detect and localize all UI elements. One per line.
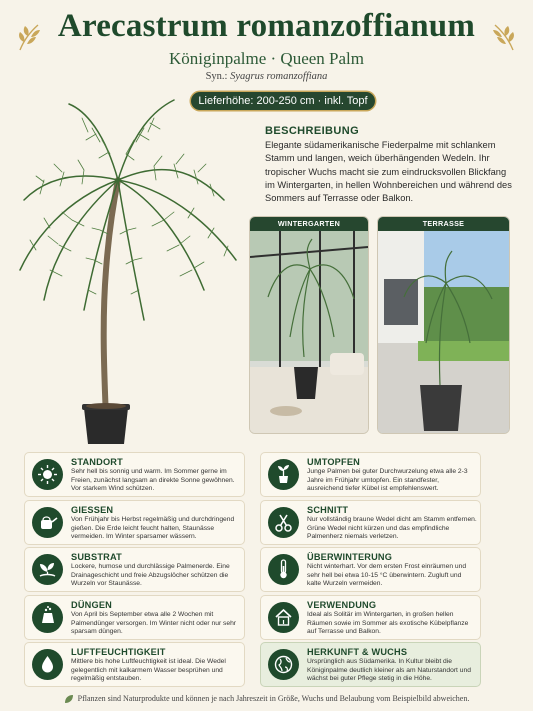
care-card-ueberwinterung <box>260 547 481 592</box>
disclaimer-text: Pflanzen sind Naturprodukte und können je nach Jahreszeit in Größe, Wuchs und Belaubung vom Beispielbild abweichen. <box>77 694 470 703</box>
care-card-herkunft <box>260 642 481 687</box>
card-text: Nicht winterhart. Vor dem ersten Frost einräumen und sehr hell bei etwa 10-15 °C überwintern. Zugluft und kalte Wurzeln vermeiden. <box>307 563 467 588</box>
terrasse-label: TERRASSE <box>378 217 509 231</box>
house-icon <box>268 602 299 633</box>
care-card-verwendung <box>260 595 481 640</box>
card-text: Lockere, humose und durchlässige Palmenerde. Eine Drainageschicht und freie Abzugslöcher schützen die Wurzeln vor Staunässe. <box>71 563 230 588</box>
fertilizer-icon <box>32 602 63 633</box>
card-text: Sehr hell bis sonnig und warm. Im Sommer gerne im Freien, zunächst langsam an direkte Sonne gewöhnen. Vor starkem Wind schützen. <box>71 468 235 493</box>
terrasse-scene-image <box>378 217 509 433</box>
delivery-height-badge: Lieferhöhe: 200-250 cm · inkl. Topf <box>191 92 375 110</box>
card-text: Von Frühjahr bis Herbst regelmäßig und durchdringend gießen. Die Erde leicht feucht halten, Staunässe vermeiden. Im Winter sparsamer wässern. <box>71 516 235 541</box>
card-text: Ursprünglich aus Südamerika. In Kultur bleibt die Königinpalme deutlich kleiner als am Naturstandort und wächst bei guter Pflege stetig in die Höhe. <box>307 658 471 683</box>
description-heading: BESCHREIBUNG <box>265 125 360 137</box>
care-card-schnitt <box>260 500 481 545</box>
care-card-luftfeuchtigkeit <box>24 642 245 687</box>
card-title: ÜBERWINTERUNG <box>307 552 393 562</box>
wintergarten-photo <box>249 216 369 434</box>
wintergarten-scene-image <box>250 217 368 433</box>
card-text: Ideal als Solitär im Wintergarten, in großen hellen Räumen sowie im Sommer als exotische Kübelpflanze auf Terrasse und Balkon. <box>307 611 469 636</box>
card-title: GIESSEN <box>71 505 114 515</box>
card-text: Von April bis September etwa alle 2 Wochen mit Palmendünger versorgen. Im Winter nicht oder nur sehr sparsam düngen. <box>71 611 237 636</box>
card-text: Mittlere bis hohe Luftfeuchtigkeit ist ideal. Die Wedel gelegentlich mit kalkarmem Wasser besprühen und regelmäßig entstauben. <box>71 658 226 683</box>
care-card-substrat <box>24 547 245 592</box>
card-title: HERKUNFT & WUCHS <box>307 647 408 657</box>
description-text: Elegante südamerikanische Fiederpalme mit schlankem Stamm und langen, weich überhängenden Wedeln. Ihr tropischer Wuchs macht sie zum eindrucksvollen Blickfang im Wintergarten, in hellen Wohnbereichen und während des Sommers auf Terrasse oder Balkon. <box>265 140 512 204</box>
watering-can-icon <box>32 507 63 538</box>
card-title: STANDORT <box>71 457 123 467</box>
card-title: VERWENDUNG <box>307 600 377 610</box>
thermometer-icon <box>268 554 299 585</box>
card-title: SCHNITT <box>307 505 349 515</box>
page-title: Arecastrum romanzoffianum <box>57 8 476 44</box>
card-title: LUFTFEUCHTIGKEIT <box>71 647 166 657</box>
synonym-prefix: Syn.: <box>205 71 228 82</box>
wintergarten-label: WINTERGARTEN <box>250 217 368 231</box>
leaf-icon <box>64 694 74 704</box>
card-text: Junge Palmen bei guter Durchwurzelung etwa alle 2-3 Jahre im Frühjahr umtopfen. Ein standfester, ausreichend tiefer Kübel ist empfehlenswert. <box>307 468 468 493</box>
synonym-line <box>0 71 533 82</box>
terrasse-photo <box>377 216 510 434</box>
soil-icon <box>32 554 63 585</box>
care-card-standort <box>24 452 245 497</box>
pruning-shears-icon <box>268 507 299 538</box>
care-card-giessen <box>24 500 245 545</box>
card-title: DÜNGEN <box>71 600 113 610</box>
care-card-umtopfen <box>260 452 481 497</box>
sun-icon <box>32 459 63 490</box>
plant-pot-icon <box>268 459 299 490</box>
card-title: UMTOPFEN <box>307 457 360 467</box>
card-title: SUBSTRAT <box>71 552 122 562</box>
water-drop-icon <box>32 649 63 680</box>
queen-palm-image <box>14 90 244 450</box>
disclaimer-footer <box>0 694 533 704</box>
card-text: Nur vollständig braune Wedel dicht am Stamm entfernen. Grüne Wedel nicht kürzen und das empfindliche Palmenherz niemals verletzen. <box>307 516 477 541</box>
care-card-duengen <box>24 595 245 640</box>
synonym-name: Syagrus romanzoffiana <box>230 71 328 82</box>
common-name-subtitle: Königinpalme · Queen Palm <box>169 49 364 68</box>
globe-icon <box>268 649 299 680</box>
